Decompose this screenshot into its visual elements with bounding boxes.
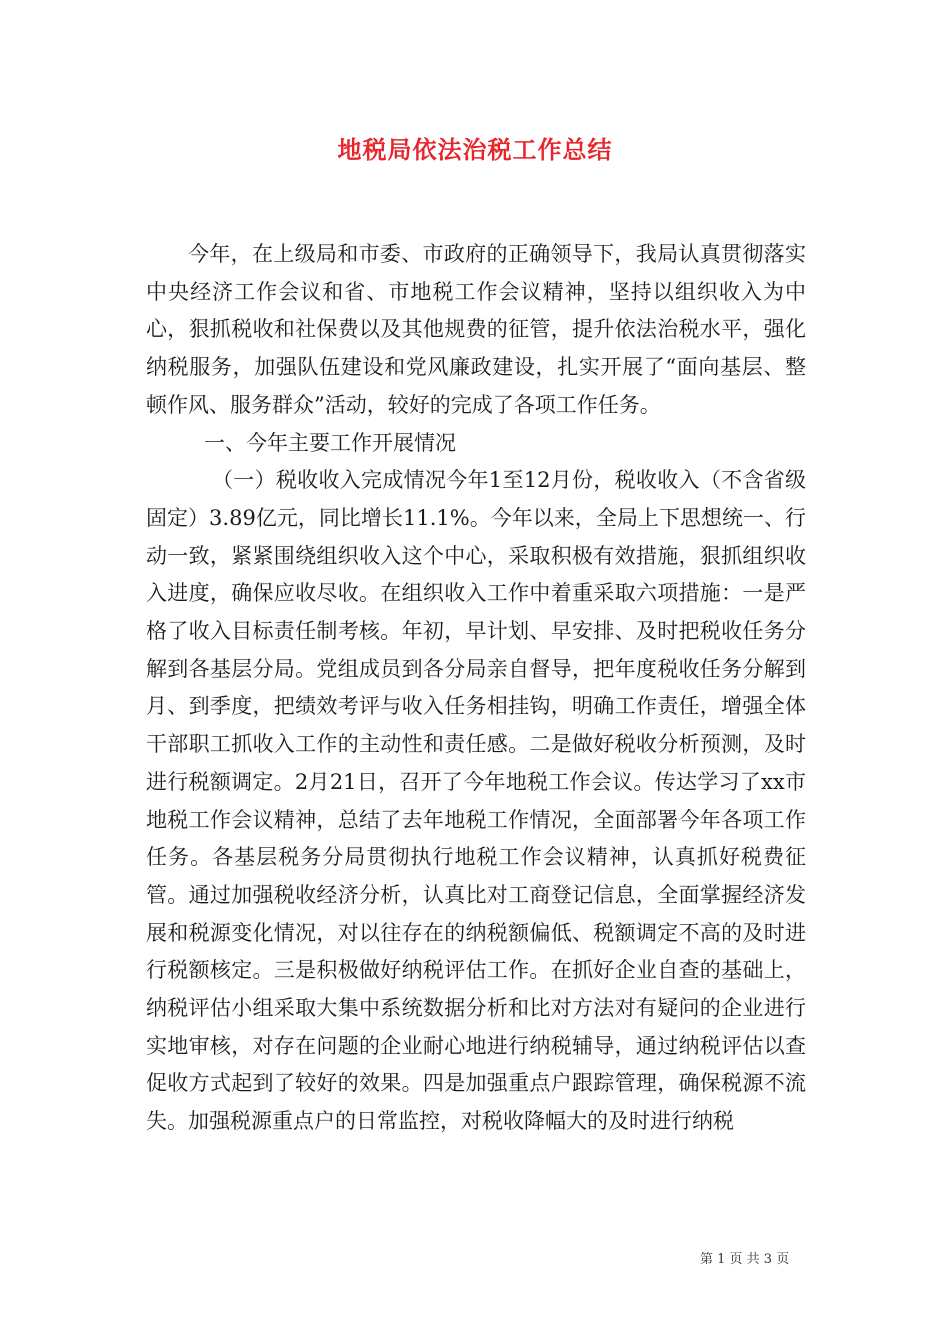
- document-title: 地税局依法治税工作总结: [337, 135, 613, 164]
- paragraph-tax-revenue: （一）税收收入完成情况今年1至12月份，税收收入（不含省级固定）3.89亿元，同比增长11.1%。今年以来，全局上下思想统一、行动一致，紧紧围绕组织收入这个中心，采取积极有效措施，狠抓组织收入进度，确保应收尽收。在组织收入工作中着重采取六项措施：一是严格了收入目标责任制考核。年初，早计划、早安排、及时把税收任务分解到各基层分局。党组成员到各分局亲自督导，把年度税收任务分解到月、到季度，把绩效考评与收入任务相挂钩，明确工作责任，增强全体干部职工抓收入工作的主动性和责任感。二是做好税收分析预测，及时进行税额调定。2月21日，召开了今年地税工作会议。传达学习了xx市地税工作会议精神，总结了去年地税工作情况，全面部署今年各项工作任务。各基层税务分局贯彻执行地税工作会议精神，认真抓好税费征管。通过加强税收经济分析，认真比对工商登记信息，全面掌握经济发展和税源变化情况，对以往存在的纳税额偏低、税额调定不高的及时进行税额核定。三是积极做好纳税评估工作。在抓好企业自查的基础上，纳税评估小组采取大集中系统数据分析和比对方法对有疑问的企业进行实地审核，对存在问题的企业耐心地进行纳税辅导，通过纳税评估以查促收方式起到了较好的效果。四是加强重点户跟踪管理，确保税源不流失。加强税源重点户的日常监控，对税收降幅大的及时进行纳税: [146, 468, 806, 1134]
- section-heading: 一、今年主要工作开展情况: [204, 430, 456, 455]
- paragraph-intro: 今年，在上级局和市委、市政府的正确领导下，我局认真贯彻落实中央经济工作会议和省、市地税工作会议精神，坚持以组织收入为中心，狠抓税收和社保费以及其他规费的征管，提升依法治税水平，强化纳税服务，加强队伍建设和党风廉政建设，扎实开展了“面向基层、整顿作风、服务群众”活动，较好的完成了各项工作任务。: [146, 242, 806, 417]
- document-body: [146, 236, 806, 1141]
- page-number: 第 1 页 共 3 页: [700, 1252, 790, 1267]
